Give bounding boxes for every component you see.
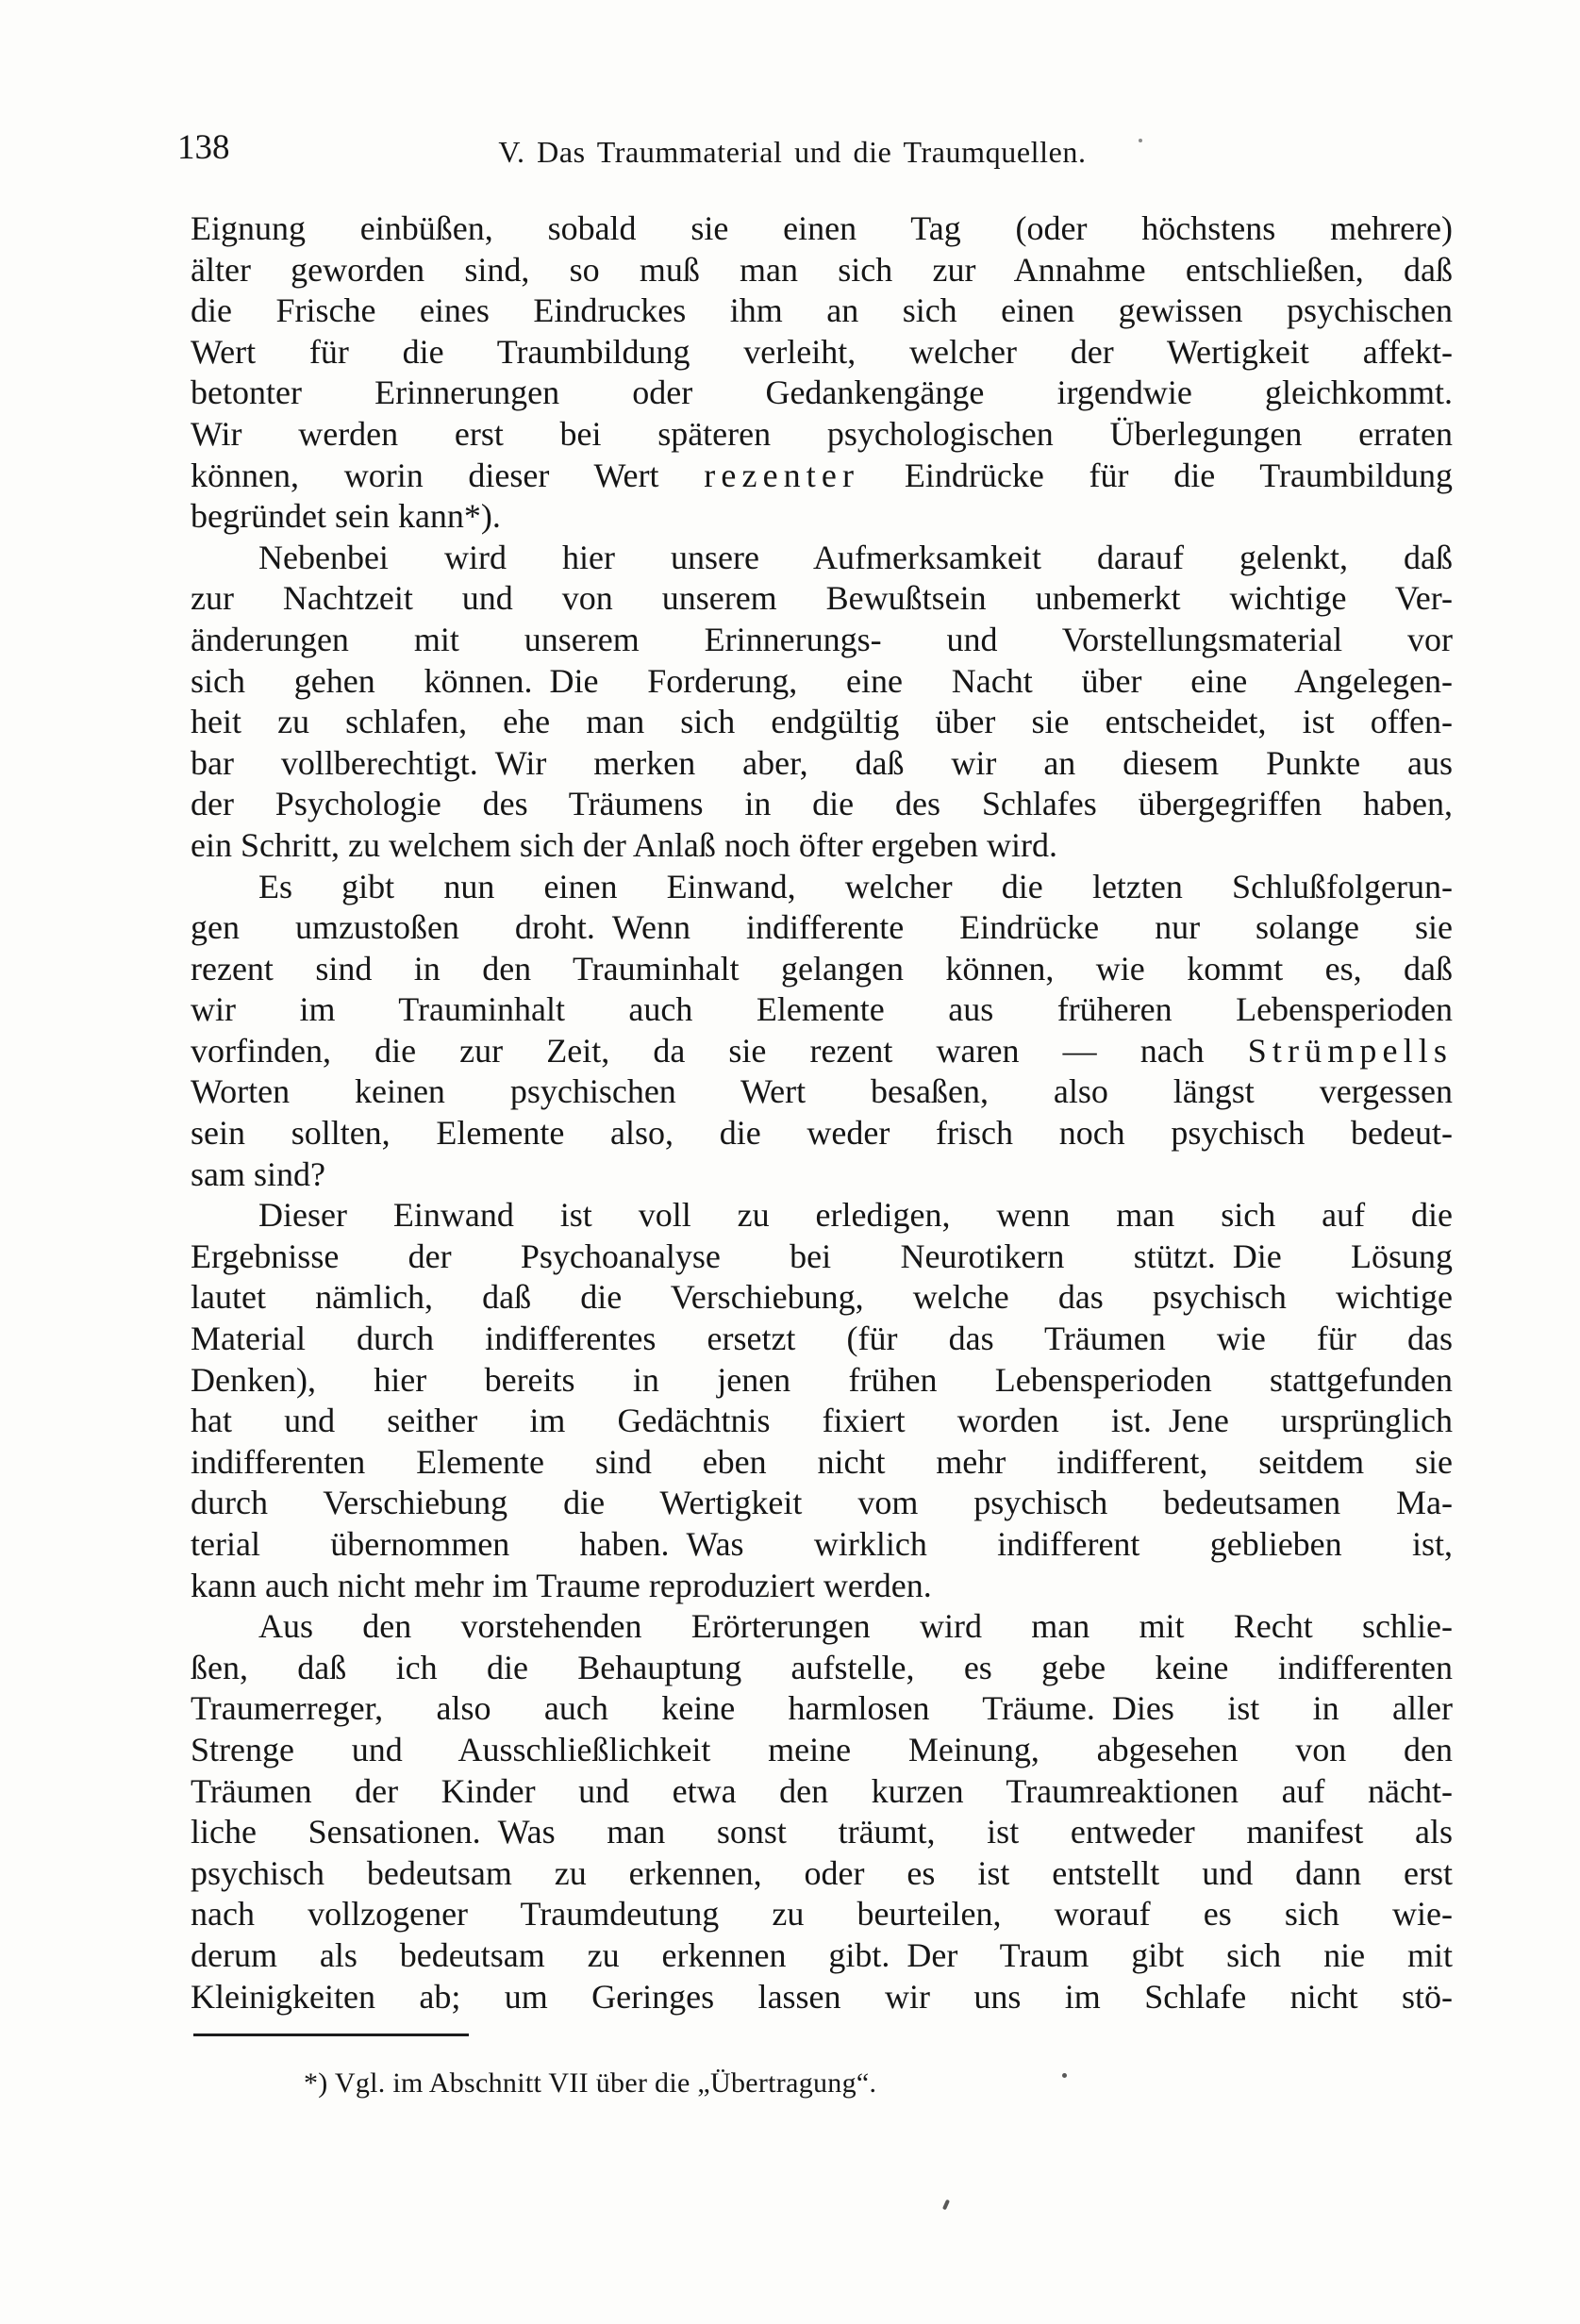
text-line: rezent sind in den Trauminhalt gelangen können, wie kommt es, daß (191, 949, 1453, 988)
text-line: sich gehen können. Die Forderung, eine Nacht über eine Angelegen- (191, 661, 1453, 700)
text-line: indifferenten Elemente sind eben nicht mehr indifferent, seitdem sie (191, 1442, 1453, 1481)
text-line: Aus den vorstehenden Erörterungen wird man mit Recht schlie- (258, 1607, 1453, 1646)
text-line: lautet nämlich, daß die Verschiebung, welche das psychisch wichtige (191, 1278, 1453, 1317)
text-line: Kleinigkeiten ab; um Geringes lassen wir uns im Schlafe nicht stö- (191, 1977, 1453, 2016)
text-line: ein Schritt, zu welchem sich der Anlaß noch öfter ergeben wird. (191, 825, 1058, 864)
text-line: nach vollzogener Traumdeutung zu beurteilen, worauf es sich wie- (191, 1895, 1453, 1934)
text-line: Denken), hier bereits in jenen frühen Lebensperioden stattgefunden (191, 1360, 1453, 1399)
text-line: ßen, daß ich die Behauptung aufstelle, es gebe keine indifferenten (191, 1648, 1453, 1686)
text-line: heit zu schlafen, ehe man sich endgültig über sie entscheidet, ist offen- (191, 703, 1453, 741)
text-line: derum als bedeutsam zu erkennen gibt. Der Traum gibt sich nie mit (191, 1935, 1453, 1974)
text-line: Es gibt nun einen Einwand, welcher die letzten Schlußfolgerun- (258, 867, 1453, 905)
text-line: Ergebnisse der Psychoanalyse bei Neurotikern stützt. Die Lösung (191, 1237, 1453, 1275)
paragraph (191, 538, 1453, 867)
text-line: begründet sein kann*). (191, 497, 501, 536)
text-line: der Psychologie des Träumens in die des Schlafes übergegriffen haben, (191, 785, 1453, 823)
text-line: können, worin dieser Wert rezenter Eindrücke für die Traumbildung (191, 456, 1453, 494)
text-line: zur Nachtzeit und von unserem Bewußtsein unbemerkt wichtige Ver- (191, 579, 1453, 618)
text-line: Strenge und Ausschließlichkeit meine Meinung, abgesehen von den (191, 1730, 1453, 1768)
text-line: Traumerreger, also auch keine harmlosen Träume. Dies ist in aller (191, 1689, 1453, 1728)
text-line: liche Sensationen. Was man sonst träumt, ist entweder manifest als (191, 1813, 1453, 1851)
text-line: Material durch indifferentes ersetzt (für das Träumen wie für das (191, 1320, 1453, 1358)
text-line: Wert für die Traumbildung verleiht, welcher der Wertigkeit affekt- (191, 332, 1453, 371)
paragraph (191, 1195, 1453, 1606)
text-line: die Frische eines Eindruckes ihm an sich einen gewissen psychischen (191, 291, 1453, 330)
text-line: terial übernommen haben. Was wirklich indifferent geblieben ist, (191, 1525, 1453, 1563)
text-line: älter geworden sind, so muß man sich zur Annahme entschließen, daß (191, 250, 1453, 289)
text-line: Worten keinen psychischen Wert besaßen, also längst vergessen (191, 1072, 1453, 1111)
emphasized-word: rezenter (704, 456, 860, 494)
text-line: wir im Trauminhalt auch Elemente aus früheren Lebensperioden (191, 990, 1453, 1029)
footnote: *) Vgl. im Abschnitt VII über die „Übertragung“. (304, 2067, 877, 2099)
text-line: psychisch bedeutsam zu erkennen, oder es ist entstellt und dann erst (191, 1853, 1453, 1892)
text-line: Eignung einbüßen, sobald sie einen Tag (oder höchstens mehrere) (191, 209, 1453, 247)
text-line: vorfinden, die zur Zeit, da sie rezent waren — nach Strümpells (191, 1031, 1453, 1070)
text-line: betonter Erinnerungen oder Gedankengänge irgendwie gleichkommt. (191, 374, 1453, 412)
running-title: V. Das Traummaterial und die Traumquellen. (498, 135, 1087, 169)
text-line: Dieser Einwand ist voll zu erledigen, wenn man sich auf die (258, 1196, 1453, 1235)
scan-speck (942, 2200, 950, 2211)
text-line: hat und seither im Gedächtnis fixiert worden ist. Jene ursprünglich (191, 1402, 1453, 1440)
text-line: Wir werden erst bei späteren psychologischen Überlegungen erraten (191, 414, 1453, 453)
footnote-rule (193, 2034, 469, 2036)
text-line: sam sind? (191, 1154, 325, 1193)
paragraph (191, 867, 1453, 1196)
emphasized-word: Strümpells (1247, 1031, 1453, 1070)
text-line: Träumen der Kinder und etwa den kurzen Traumreaktionen auf nächt- (191, 1771, 1453, 1810)
text-line: kann auch nicht mehr im Traume reproduziert werden. (191, 1566, 932, 1604)
text-line: bar vollberechtigt. Wir merken aber, daß wir an diesem Punkte aus (191, 743, 1453, 782)
text-line: durch Verschiebung die Wertigkeit vom psychisch bedeutsamen Ma- (191, 1484, 1453, 1522)
scan-speck (1062, 2073, 1067, 2078)
page-number: 138 (177, 128, 230, 167)
text-line: gen umzustoßen droht. Wenn indifferente Eindrücke nur solange sie (191, 908, 1453, 947)
text-line: Nebenbei wird hier unsere Aufmerksamkeit darauf gelenkt, daß (258, 538, 1453, 576)
paragraph (191, 208, 1453, 538)
scan-speck (1139, 139, 1142, 142)
text-line: sein sollten, Elemente also, die weder frisch noch psychisch bedeut- (191, 1114, 1453, 1153)
paragraph (191, 1606, 1453, 2017)
page-body (191, 208, 1453, 2017)
text-line: änderungen mit unserem Erinnerungs- und Vorstellungsmaterial vor (191, 620, 1453, 658)
